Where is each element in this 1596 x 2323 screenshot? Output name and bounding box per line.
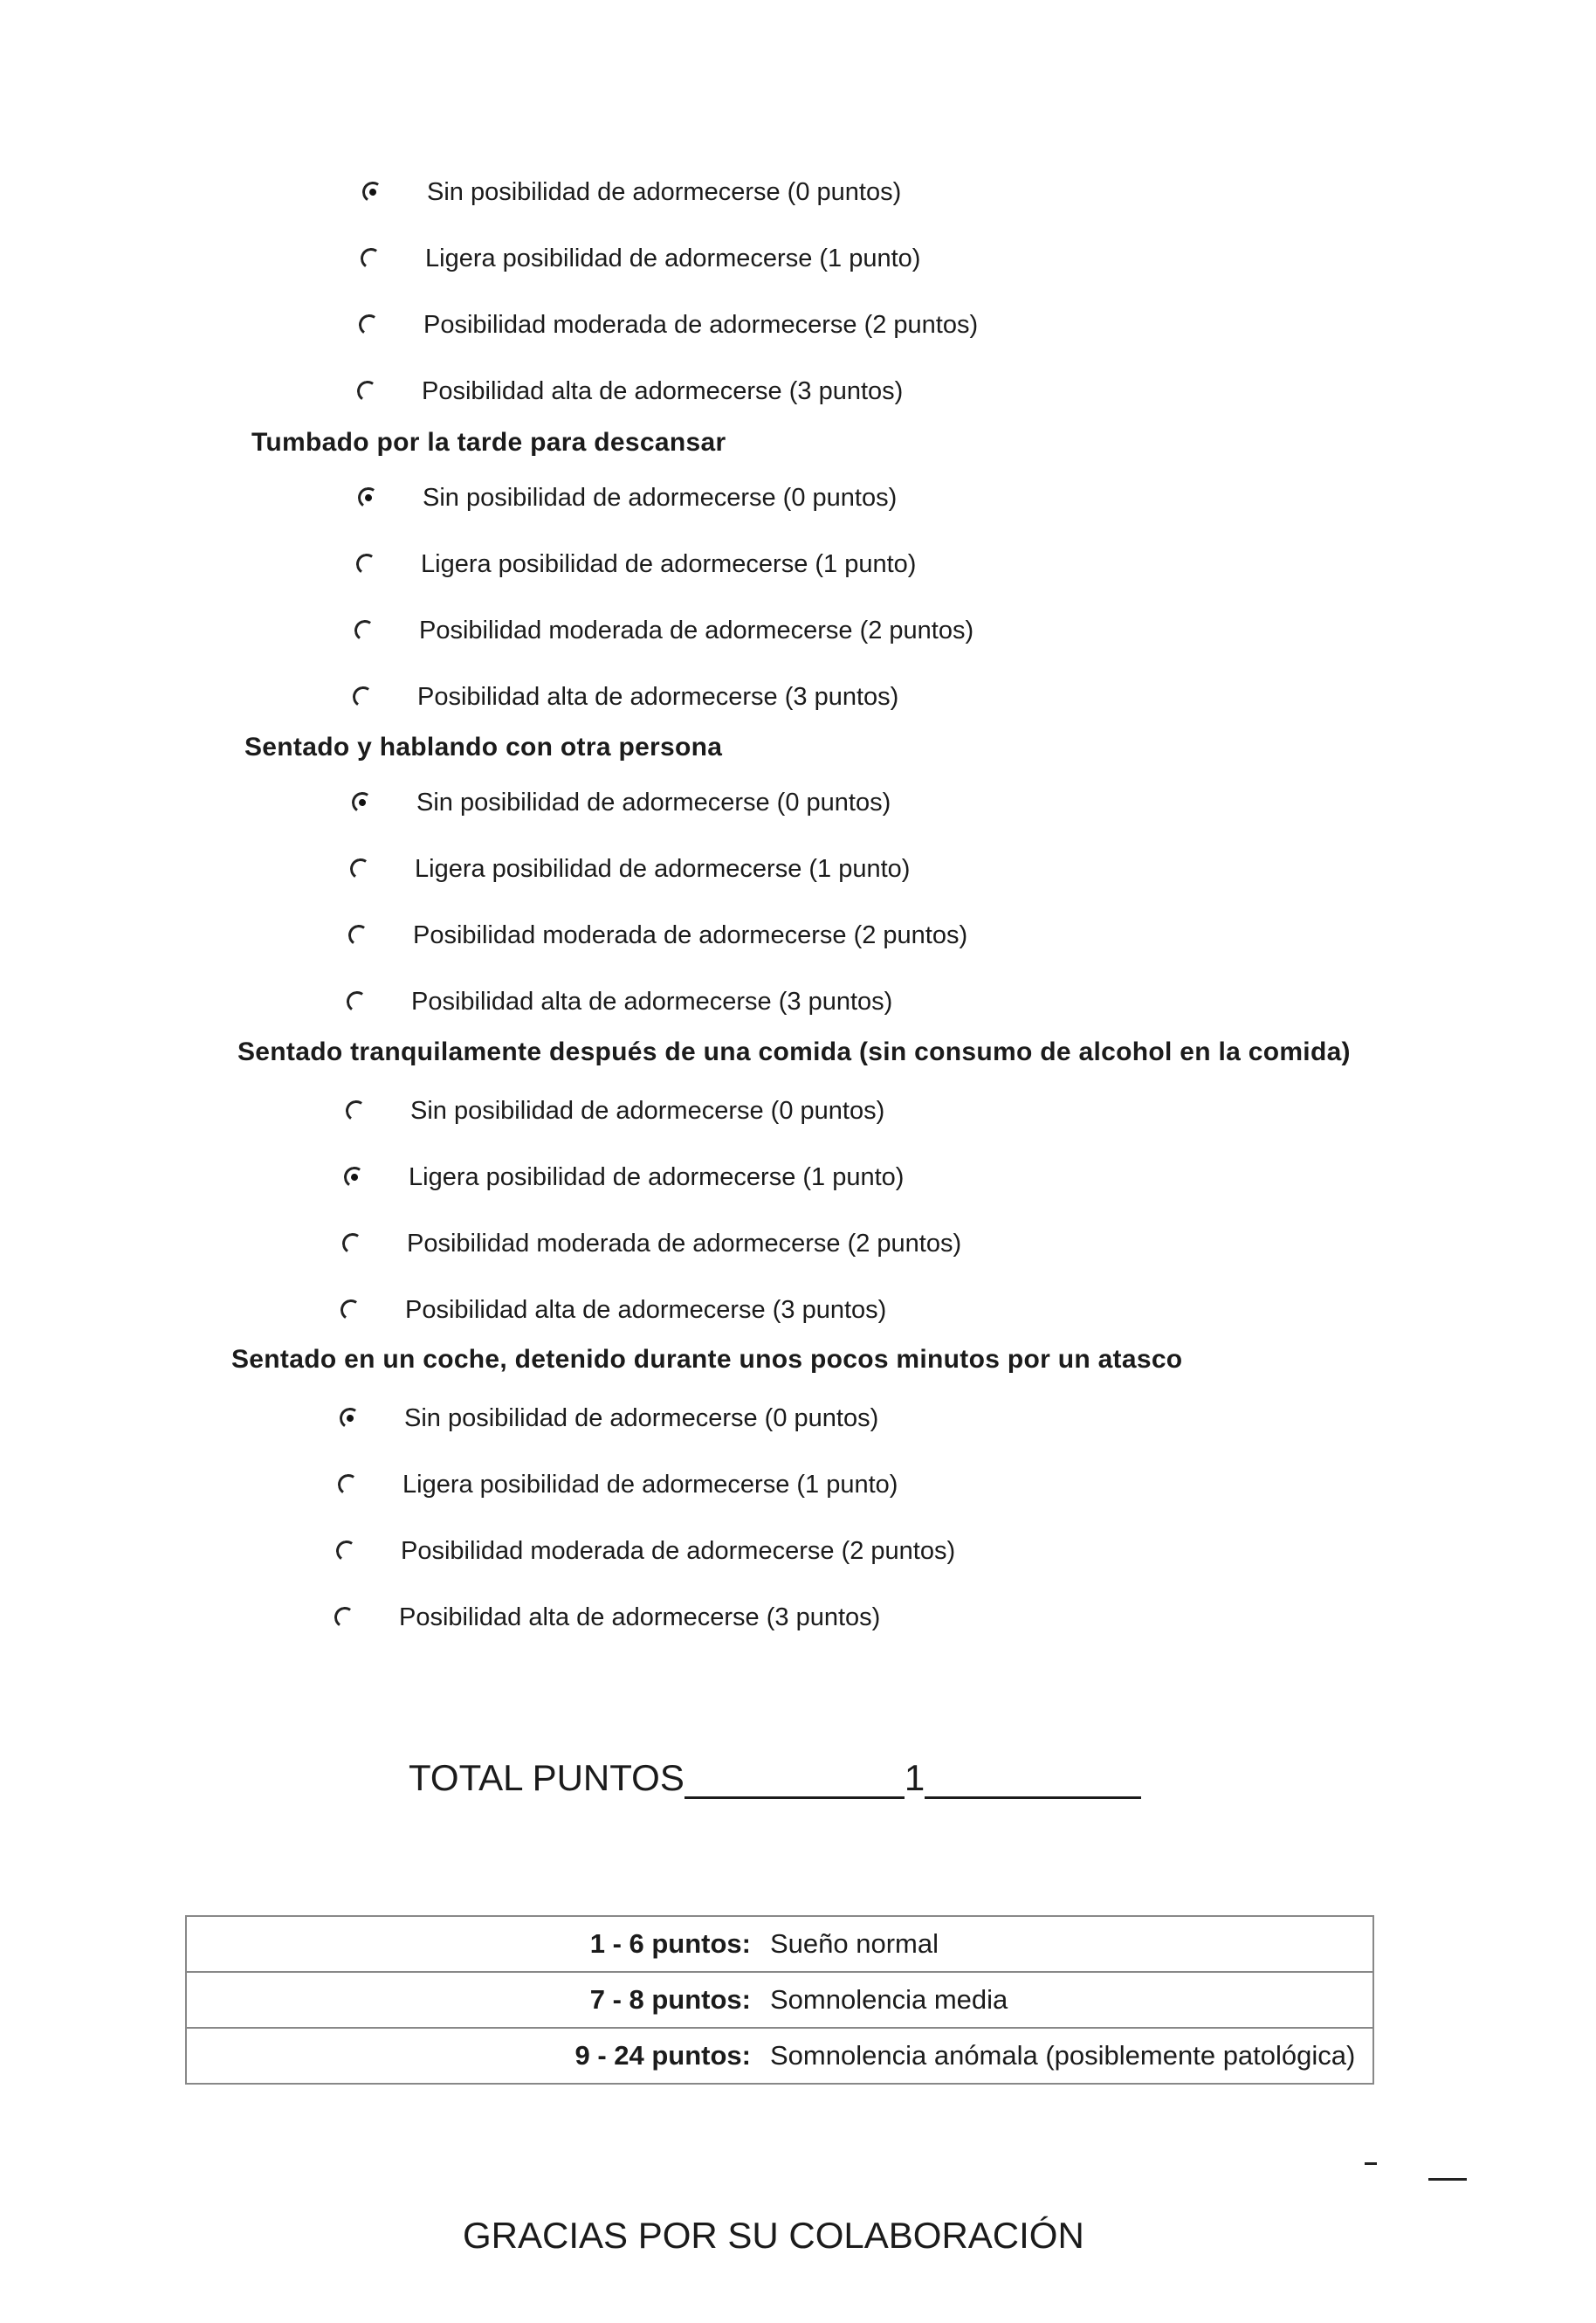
option-label: Posibilidad alta de adormecerse (3 puntos) (399, 1603, 881, 1631)
score-range: 7 - 8 puntos: (186, 1972, 770, 2028)
option-label: Ligera posibilidad de adormecerse (1 punto) (402, 1470, 898, 1499)
option-label: Sin posibilidad de adormecerse (0 puntos) (427, 177, 902, 206)
score-row (186, 1916, 1373, 1972)
total-points (409, 1757, 1141, 1799)
radio-unchecked-icon[interactable] (339, 1298, 363, 1322)
radio-option[interactable] (352, 785, 891, 820)
option-label: Posibilidad moderada de adormecerse (2 puntos) (423, 310, 979, 339)
radio-option[interactable] (354, 613, 973, 648)
option-label: Ligera posibilidad de adormecerse (1 punto) (409, 1162, 905, 1191)
radio-option[interactable] (357, 374, 903, 409)
radio-option[interactable] (336, 1534, 955, 1568)
radio-option[interactable] (340, 1401, 878, 1436)
option-label: Posibilidad alta de adormecerse (3 puntos) (405, 1295, 887, 1324)
question-title: Sentado tranquilamente después de una comida (sin consumo de alcohol en la comida) (237, 1037, 1351, 1066)
radio-unchecked-icon[interactable] (341, 1231, 365, 1256)
pen-mark (1428, 2178, 1467, 2181)
option-label: Posibilidad alta de adormecerse (3 puntos) (417, 682, 899, 711)
total-label: TOTAL PUNTOS (409, 1757, 684, 1798)
option-label: Posibilidad alta de adormecerse (3 puntos) (422, 376, 904, 405)
radio-checked-icon[interactable] (342, 1165, 367, 1189)
option-label: Posibilidad moderada de adormecerse (2 puntos) (407, 1229, 962, 1258)
radio-option[interactable] (350, 851, 910, 886)
option-label: Sin posibilidad de adormecerse (0 puntos) (423, 483, 898, 512)
question-title: Sentado en un coche, detenido durante unos pocos minutos por un atasco (231, 1345, 1183, 1374)
option-label: Posibilidad alta de adormecerse (3 puntos) (411, 987, 893, 1016)
radio-unchecked-icon[interactable] (347, 923, 371, 948)
question-title: Sentado y hablando con otra persona (244, 733, 723, 762)
radio-checked-icon[interactable] (338, 1406, 362, 1430)
radio-option[interactable] (356, 547, 916, 582)
score-description: Somnolencia anómala (posiblemente patológica) (770, 2028, 1373, 2084)
radio-unchecked-icon[interactable] (348, 857, 373, 881)
option-label: Posibilidad moderada de adormecerse (2 puntos) (401, 1536, 956, 1565)
radio-option[interactable] (353, 679, 898, 714)
radio-unchecked-icon[interactable] (354, 552, 379, 576)
option-label: Posibilidad moderada de adormecerse (2 puntos) (413, 920, 968, 949)
option-label: Sin posibilidad de adormecerse (0 puntos) (410, 1096, 885, 1125)
radio-option[interactable] (341, 1292, 886, 1327)
option-label: Ligera posibilidad de adormecerse (1 punto) (421, 549, 917, 578)
radio-option[interactable] (361, 241, 920, 276)
score-range: 9 - 24 puntos: (186, 2028, 770, 2084)
radio-option[interactable] (342, 1226, 961, 1261)
radio-unchecked-icon[interactable] (344, 1099, 368, 1123)
radio-option[interactable] (338, 1467, 898, 1502)
score-row (186, 2028, 1373, 2084)
question-title: Tumbado por la tarde para descansar (251, 428, 726, 457)
radio-option[interactable] (348, 918, 967, 953)
score-interpretation-table (185, 1915, 1374, 2085)
radio-unchecked-icon[interactable] (345, 989, 369, 1014)
radio-option[interactable] (347, 984, 892, 1019)
total-value[interactable]: 1 (904, 1757, 925, 1798)
option-label: Sin posibilidad de adormecerse (0 puntos) (404, 1403, 879, 1432)
thanks-message: GRACIAS POR SU COLABORACIÓN (463, 2215, 1084, 2256)
radio-option[interactable] (359, 307, 978, 342)
radio-unchecked-icon[interactable] (351, 685, 375, 709)
score-description: Sueño normal (770, 1916, 1373, 1972)
radio-unchecked-icon[interactable] (353, 618, 377, 643)
radio-unchecked-icon[interactable] (336, 1472, 361, 1497)
total-blank-right (925, 1761, 1141, 1799)
radio-checked-icon[interactable] (361, 180, 385, 204)
radio-unchecked-icon[interactable] (359, 246, 383, 271)
radio-option[interactable] (358, 480, 897, 515)
score-description: Somnolencia media (770, 1972, 1373, 2028)
option-label: Ligera posibilidad de adormecerse (1 punto) (425, 244, 921, 272)
score-range: 1 - 6 puntos: (186, 1916, 770, 1972)
radio-unchecked-icon[interactable] (355, 379, 380, 403)
radio-unchecked-icon[interactable] (357, 313, 382, 337)
score-row (186, 1972, 1373, 2028)
radio-option[interactable] (346, 1093, 884, 1128)
radio-option[interactable] (334, 1600, 880, 1635)
option-label: Posibilidad moderada de adormecerse (2 puntos) (419, 616, 974, 645)
radio-unchecked-icon[interactable] (333, 1605, 357, 1630)
pen-mark (1365, 2162, 1377, 2165)
radio-option[interactable] (344, 1160, 904, 1195)
option-label: Sin posibilidad de adormecerse (0 puntos) (416, 788, 891, 817)
radio-unchecked-icon[interactable] (334, 1539, 359, 1563)
radio-option[interactable] (362, 175, 901, 210)
option-label: Ligera posibilidad de adormecerse (1 punto) (415, 854, 911, 883)
radio-checked-icon[interactable] (356, 486, 381, 510)
radio-checked-icon[interactable] (350, 790, 375, 815)
total-blank-left (684, 1761, 905, 1799)
